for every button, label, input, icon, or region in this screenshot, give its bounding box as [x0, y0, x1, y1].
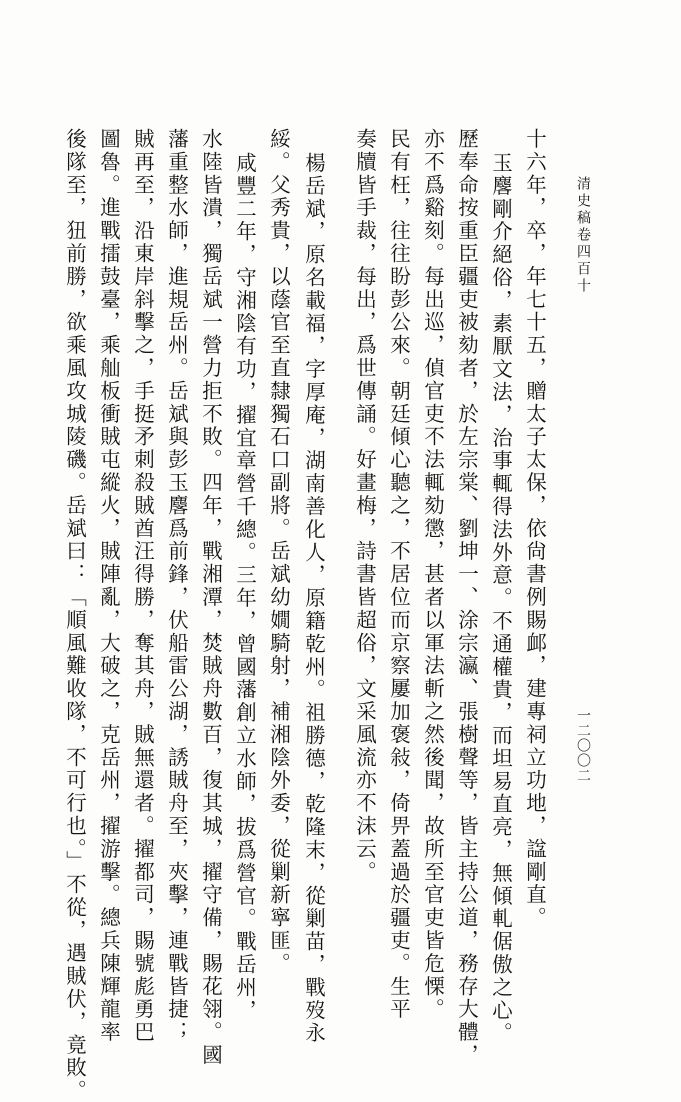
- text-column-1: 十六年，卒，年七十五，贈太子太保，依尙書例賜䘏，建專祠立功地，諡剛直。: [522, 128, 547, 930]
- page-number: 一二〇〇二: [575, 708, 591, 783]
- text-column-9: 咸豐二年，守湘陰有功，擢宜章營千總。三年，曾國藩創立水師，拔爲營官。戰岳州，: [232, 152, 257, 1023]
- running-title: 清史稿卷四百十: [575, 176, 591, 295]
- text-column-6: 奏牘皆手裁，每出，爲世傳誦。好畫梅，詩書皆超俗，文采風流亦不沫云。: [352, 128, 377, 884]
- text-column-3: 歷奉命按重臣疆吏被劾者，於左宗棠、劉坤一、涂宗瀛、張樹聲等，皆主持公道，務存大體，: [454, 128, 479, 1067]
- text-column-12: 賊再至，沿東岸斜擊之，手挺矛刺殺賊酋汪得勝，奪其舟，賊無還者。擢都司，賜號彪勇巴: [130, 128, 155, 1044]
- text-column-4: 亦不爲谿刻。每出巡，偵官吏不法輒劾懲，甚者以軍法斬之然後聞，故所至官吏皆危慄。: [420, 128, 445, 1022]
- text-column-2: 玉麐剛介絕俗，素厭文法，治事輒得法外意。不通權貴，而坦易直亮，無傾軋倨傲之心。: [488, 152, 513, 1046]
- text-column-5: 民有枉，往往盼彭公來。朝廷傾心聽之，不居位而京察屢加褒敍，倚畀蓋過於疆吏。生平: [386, 128, 411, 1022]
- text-column-7: 楊岳斌，原名載福，字厚庵，湖南善化人，原籍乾州。祖勝德，乾隆末，從剿苗，戰歿永: [301, 152, 326, 1046]
- text-column-11: 藩重整水師，進規岳州。岳斌與彭玉麐爲前鋒，伏船雷公湖，誘賊舟至，夾擊，連戰皆捷；: [164, 128, 189, 1044]
- text-column-10: 水陸皆潰，獨岳斌一營力拒不敗。四年，戰湘潭，焚賊舟數百，復其城，擢守備，賜花翎。國: [198, 128, 223, 1067]
- text-column-13: 圖魯。進戰擂鼓臺，乘舢板衝賊屯縱火，賊陣亂，大破之，克岳州，擢游擊。總兵陳輝龍率: [96, 128, 121, 1044]
- text-column-8: 綏。父秀貴，以蔭官至直隸獨石口副將。岳斌幼嫺騎射，補湘陰外委，從剿新寧匪。: [266, 128, 291, 976]
- text-column-14: 後隊至，狃前勝，欲乘風攻城陵磯。岳斌曰：「順風難收隊，不可行也。」不從，遇賊伏，竟敗。: [62, 128, 87, 1102]
